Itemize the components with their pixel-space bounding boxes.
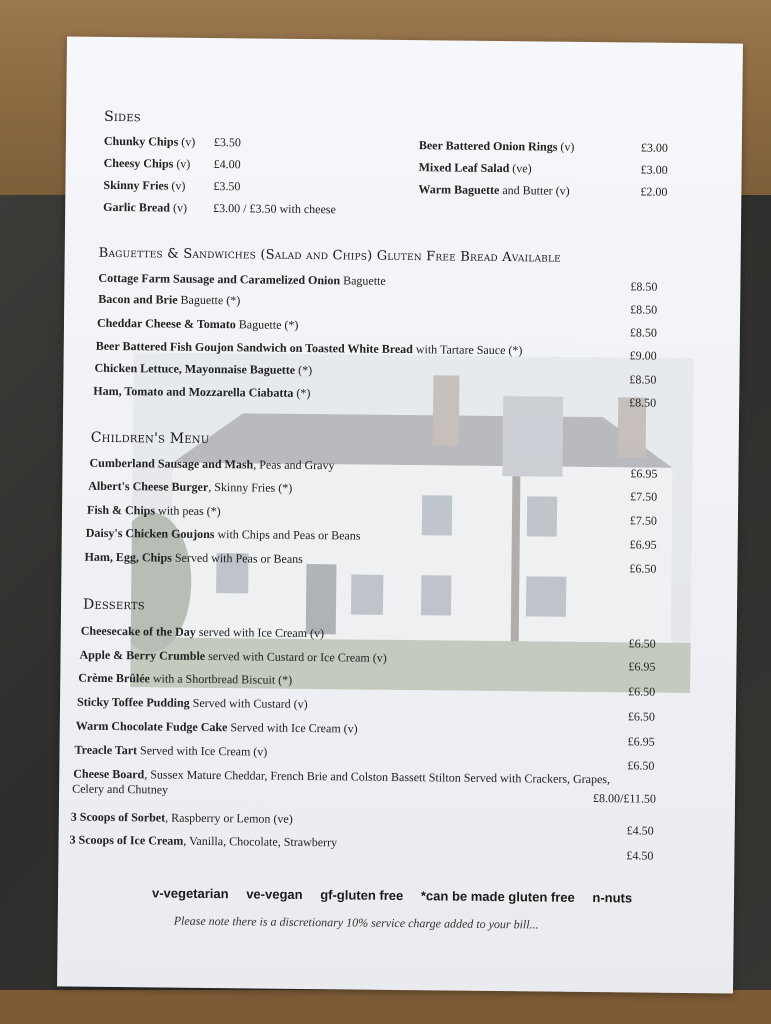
side-price: £3.00	[640, 140, 668, 155]
baguette-item: Beer Battered Fish Goujon Sandwich on Toasted White Bread with Tartare Sauce (*)	[95, 338, 523, 358]
children-price: £6.95	[629, 537, 657, 552]
baguette-price: £9.00	[629, 348, 657, 363]
baguette-item: Cottage Farm Sausage and Caramelized Onion Baguette	[98, 270, 386, 288]
baguette-item: Cheddar Cheese & Tomato Baguette (*)	[96, 315, 299, 332]
sides-heading: Sides	[104, 108, 141, 126]
menu-sheet	[57, 36, 743, 993]
legend-vegan: ve-vegan	[246, 886, 303, 903]
service-charge-note: Please note there is a discretionary 10% service charge added to your bill...	[173, 913, 539, 932]
side-item: Mixed Leaf Salad (ve)	[418, 160, 532, 176]
dessert-item: 3 Scoops of Ice Cream, Vanilla, Chocolate, Strawberry	[69, 832, 338, 850]
desserts-heading: Desserts	[82, 596, 145, 614]
side-item: Warm Baguette and Butter (v)	[418, 182, 570, 198]
children-item: Ham, Egg, Chips Served with Peas or Beans	[84, 549, 303, 566]
dessert-price: £6.50	[627, 709, 655, 724]
side-price: £3.50	[213, 135, 241, 150]
legend-gluten-free: gf-gluten free	[320, 887, 404, 904]
dessert-price: £4.50	[626, 823, 654, 838]
side-item: Beer Battered Onion Rings (v)	[418, 138, 575, 154]
children-heading: Children's Menu	[90, 429, 210, 447]
legend-can-be-gluten-free: *can be made gluten free	[420, 888, 575, 905]
dessert-price: £6.95	[628, 659, 656, 674]
children-price: £6.50	[629, 561, 657, 576]
dessert-price: £4.50	[626, 848, 654, 863]
children-price: £7.50	[629, 513, 658, 528]
baguette-price: £8.50	[629, 372, 657, 387]
dessert-price: £6.50	[628, 684, 656, 699]
side-item: Chunky Chips (v)	[103, 133, 196, 149]
baguettes-heading: Baguettes & Sandwiches (Salad and Chips) Gluten Free Bread Available	[98, 245, 562, 266]
baguette-price: £8.50	[629, 395, 657, 410]
dessert-price: £6.50	[628, 636, 656, 651]
children-item: Daisy's Chicken Goujons with Chips and Peas or Beans	[85, 525, 361, 543]
children-item: Fish & Chips with peas (*)	[86, 502, 221, 519]
baguette-price: £8.50	[630, 279, 658, 294]
dessert-item: Warm Chocolate Fudge Cake Served with Ice Cream (v)	[75, 718, 358, 736]
children-item: Cumberland Sausage and Mash, Peas and Gravy	[89, 455, 335, 473]
side-price: £3.50	[213, 179, 241, 194]
baguette-item: Bacon and Brie Baguette (*)	[98, 291, 241, 308]
dessert-item: Crème Brûlée with a Shortbread Biscuit (*)	[78, 670, 293, 687]
children-item: Albert's Cheese Burger, Skinny Fries (*)	[88, 478, 293, 495]
side-price: £3.00 / £3.50 with cheese	[213, 201, 336, 217]
pub-photo-watermark	[130, 352, 693, 693]
children-price: £6.95	[630, 466, 658, 481]
dessert-item: Apple & Berry Crumble served with Custard or Ice Cream (v)	[79, 647, 387, 665]
dietary-legend	[152, 885, 672, 905]
children-price: £7.50	[630, 489, 658, 504]
dessert-price: £8.00/£11.50	[592, 791, 657, 806]
side-item: Cheesy Chips (v)	[103, 155, 191, 171]
baguette-item: Chicken Lettuce, Mayonnaise Baguette (*)	[94, 360, 313, 378]
side-item: Skinny Fries (v)	[103, 177, 186, 193]
dessert-item: Sticky Toffee Pudding Served with Custard (v)	[76, 694, 308, 712]
baguette-price: £8.50	[629, 325, 657, 340]
legend-vegetarian: v-vegetarian	[151, 885, 229, 902]
dessert-item-continued: Celery and Chutney	[72, 781, 169, 797]
baguette-item: Ham, Tomato and Mozzarella Ciabatta (*)	[93, 383, 311, 401]
side-price: £4.00	[213, 157, 241, 172]
wooden-table-edge	[0, 990, 771, 1024]
side-price: £2.00	[640, 184, 668, 199]
side-item: Garlic Bread (v)	[103, 199, 188, 215]
dessert-item: Cheesecake of the Day served with Ice Cream (v)	[80, 623, 325, 641]
dessert-price: £6.95	[627, 734, 655, 749]
legend-nuts: n-nuts	[592, 890, 633, 906]
dessert-price: £6.50	[627, 758, 655, 773]
dessert-item: Cheese Board, Sussex Mature Cheddar, French Brie and Colston Bassett Stilton Served with Crackers, Grapes,	[73, 766, 611, 787]
side-price: £3.00	[640, 162, 668, 177]
dessert-item: Treacle Tart Served with Ice Cream (v)	[74, 742, 268, 759]
baguette-price: £8.50	[630, 302, 658, 317]
dessert-item: 3 Scoops of Sorbet, Raspberry or Lemon (ve)	[70, 809, 293, 826]
